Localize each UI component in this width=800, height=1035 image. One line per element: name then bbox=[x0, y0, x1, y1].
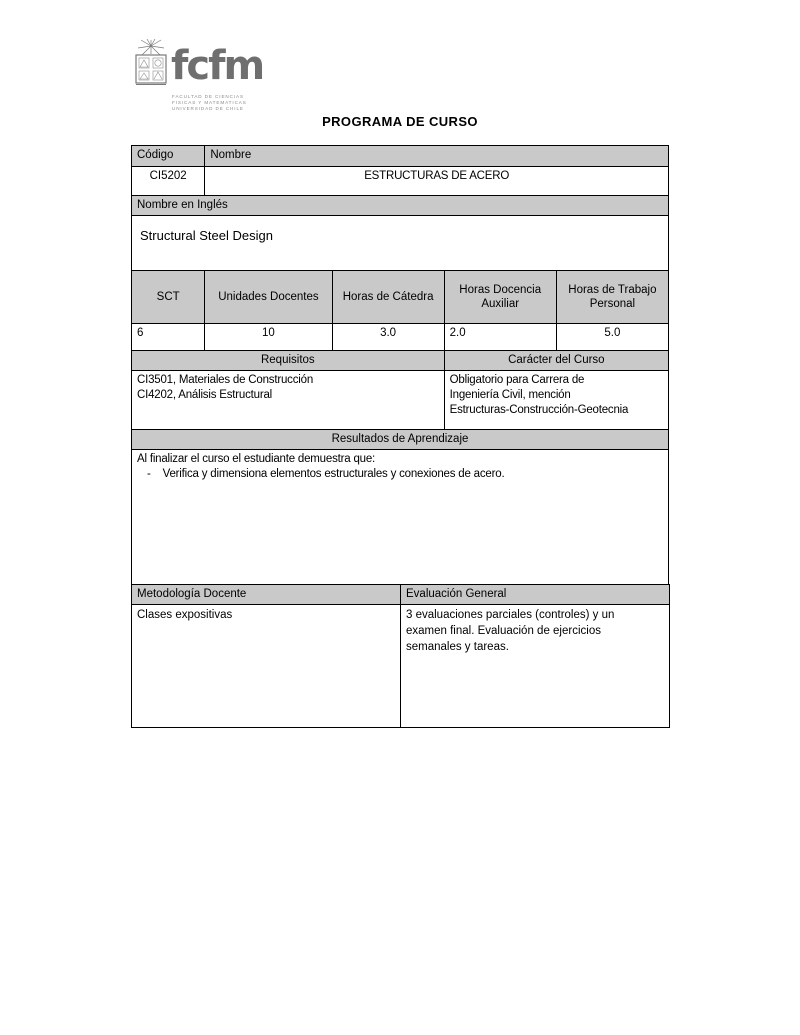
header-requisitos: Requisitos bbox=[132, 351, 445, 371]
page-title: PROGRAMA DE CURSO bbox=[322, 114, 478, 129]
header-nombre-ingles: Nombre en Inglés bbox=[132, 196, 669, 216]
header-nombre: Nombre bbox=[205, 146, 669, 167]
header-evaluacion-general: Evaluación General bbox=[401, 585, 670, 605]
logo-subtitle-line-3: UNIVERSIDAD DE CHILE bbox=[172, 106, 244, 112]
table-row-method-headers bbox=[132, 585, 670, 605]
evaluacion-line-1: 3 evaluaciones parciales (controles) y un bbox=[406, 609, 615, 621]
header-horas-catedra: Horas de Cátedra bbox=[332, 271, 444, 324]
table-row-requirement-headers bbox=[132, 351, 669, 371]
logo-subtitle bbox=[172, 94, 247, 113]
table-row-learning-body bbox=[132, 450, 669, 595]
metodologia-line-1: Clases expositivas bbox=[137, 609, 233, 621]
value-nombre: ESTRUCTURAS DE ACERO bbox=[205, 167, 669, 196]
value-unidades-docentes: 10 bbox=[205, 324, 332, 351]
university-crest-icon bbox=[131, 38, 171, 90]
requisito-line-2: CI4202, Análisis Estructural bbox=[137, 389, 273, 401]
table-row-hours-headers bbox=[132, 271, 669, 324]
methodology-evaluation-table bbox=[131, 584, 670, 728]
header-resultados-aprendizaje: Resultados de Aprendizaje bbox=[132, 430, 669, 450]
evaluacion-line-3: semanales y tareas. bbox=[406, 641, 509, 653]
evaluacion-line-2: examen final. Evaluación de ejercicios bbox=[406, 625, 601, 637]
logo-subtitle-line-1: FACULTAD DE CIENCIAS bbox=[172, 94, 244, 99]
course-info-table bbox=[131, 145, 669, 595]
header-metodologia-docente: Metodología Docente bbox=[132, 585, 401, 605]
header-horas-trabajo-personal: Horas de Trabajo Personal bbox=[556, 271, 668, 324]
header-horas-docencia-auxiliar: Horas Docencia Auxiliar bbox=[444, 271, 556, 324]
value-horas-trabajo-personal: 5.0 bbox=[556, 324, 668, 351]
caracter-line-1: Obligatorio para Carrera de bbox=[449, 374, 585, 386]
value-codigo: CI5202 bbox=[132, 167, 205, 196]
table-row-method-body bbox=[132, 605, 670, 728]
caracter-line-2: Ingeniería Civil, mención bbox=[449, 389, 571, 401]
table-row-headers-code-name bbox=[132, 146, 669, 167]
value-horas-catedra: 3.0 bbox=[332, 324, 444, 351]
value-resultados-aprendizaje bbox=[132, 450, 669, 595]
header-unidades-docentes: Unidades Docentes bbox=[205, 271, 332, 324]
learning-bullet bbox=[137, 467, 663, 482]
value-horas-docencia-auxiliar: 2.0 bbox=[444, 324, 556, 351]
caracter-line-3: Estructuras-Construcción-Geotecnia bbox=[449, 404, 629, 416]
value-metodologia-docente bbox=[132, 605, 401, 728]
faculty-logo bbox=[131, 38, 264, 116]
value-caracter-curso bbox=[444, 371, 668, 430]
table-row-learning-header bbox=[132, 430, 669, 450]
table-row-requirements bbox=[132, 371, 669, 430]
value-requisitos bbox=[132, 371, 445, 430]
table-row-header-english bbox=[132, 196, 669, 216]
header-codigo: Código bbox=[132, 146, 205, 167]
value-nombre-ingles: Structural Steel Design bbox=[132, 216, 669, 271]
bullet-text: Verifica y dimensiona elementos estructurales y conexiones de acero. bbox=[162, 468, 505, 480]
value-sct: 6 bbox=[132, 324, 205, 351]
logo-wordmark: fcfm bbox=[171, 43, 264, 89]
header-sct: SCT bbox=[132, 271, 205, 324]
table-row-code-name bbox=[132, 167, 669, 196]
bullet-marker: - bbox=[147, 468, 151, 480]
table-row-english-name bbox=[132, 216, 669, 271]
value-evaluacion-general bbox=[401, 605, 670, 728]
requisito-line-1: CI3501, Materiales de Construcción bbox=[137, 374, 314, 386]
logo-subtitle-line-2: FISICAS Y MATEMATICAS bbox=[172, 100, 247, 106]
learning-intro: Al finalizar el curso el estudiante demuestra que: bbox=[137, 453, 376, 465]
table-row-hours-values bbox=[132, 324, 669, 351]
header-caracter-curso: Carácter del Curso bbox=[444, 351, 668, 371]
